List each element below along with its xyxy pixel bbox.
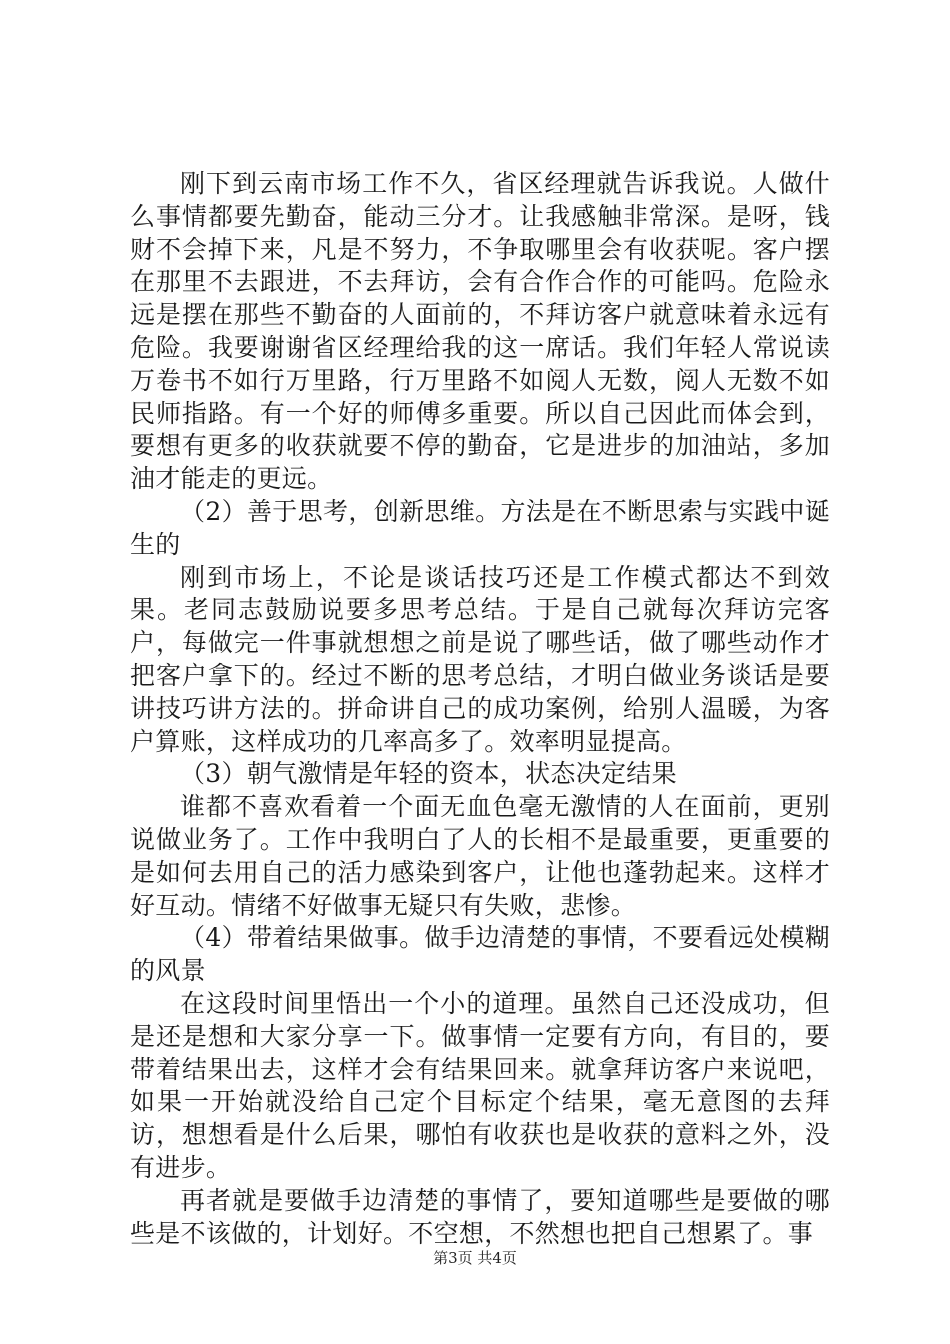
page-footer: 第3页 共4页	[433, 1249, 517, 1267]
document-body	[130, 168, 830, 1250]
paragraph-passion: 谁都不喜欢看着一个面无血色毫无激情的人在面前，更别说做业务了。工作中我明白了人的长相不是最重要，更重要的是如何去用自己的活力感染到客户，让他也蓬勃起来。这样才好互动。情绪不好做事无疑只有失败，悲惨。	[130, 792, 830, 920]
heading-3-passion: （3）朝气激情是年轻的资本，状态决定结果	[180, 759, 677, 789]
paragraph-diligence: 刚下到云南市场工作不久，省区经理就告诉我说。人做什么事情都要先勤奋，能动三分才。让我感触非常深。是呀，钱财不会掉下来，凡是不努力，不争取哪里会有收获呢。客户摆在那里不去跟进，不去拜访，会有合作合作的可能吗。危险永远是摆在那些不勤奋的人面前的，不拜访客户就意味着永远有危险。我要谢谢省区经理给我的这一席话。我们年轻人常说读万卷书不如行万里路，行万里路不如阅人无数，阅人无数不如民师指路。有一个好的师傅多重要。所以自己因此而体会到，要想有更多的收获就要不停的勤奋，它是进步的加油站，多加油才能走的更远。	[130, 169, 830, 494]
heading-2-thinking: （2）善于思考，创新思维。方法是在不断思索与实践中诞生的	[130, 496, 830, 559]
paragraph-results: 在这段时间里悟出一个小的道理。虽然自己还没成功，但是还是想和大家分享一下。做事情一定要有方向，有目的，要带着结果出去，这样才会有结果回来。就拿拜访客户来说吧，如果一开始就没给自己定个目标定个结果，毫无意图的去拜访，想想看是什么后果，哪怕有收获也是收获的意料之外，没有进步。	[130, 988, 830, 1182]
paragraph-thinking: 刚到市场上，不论是谈话技巧还是工作模式都达不到效果。老同志鼓励说要多思考总结。于是自己就每次拜访完客户，每做完一件事就想想之前是说了哪些话，做了哪些动作才把客户拿下的。经过不断的思考总结，才明白做业务谈话是要讲技巧讲方法的。拼命讲自己的成功案例，给别人温暖，为客户算账，这样成功的几率高多了。效率明显提高。	[130, 562, 830, 756]
heading-4-results: （4）带着结果做事。做手边清楚的事情，不要看远处模糊的风景	[130, 923, 830, 986]
paragraph-planning: 再者就是要做手边清楚的事情了，要知道哪些是要做的哪些是不该做的，计划好。不空想，不然想也把自己想累了。事	[130, 1185, 830, 1248]
